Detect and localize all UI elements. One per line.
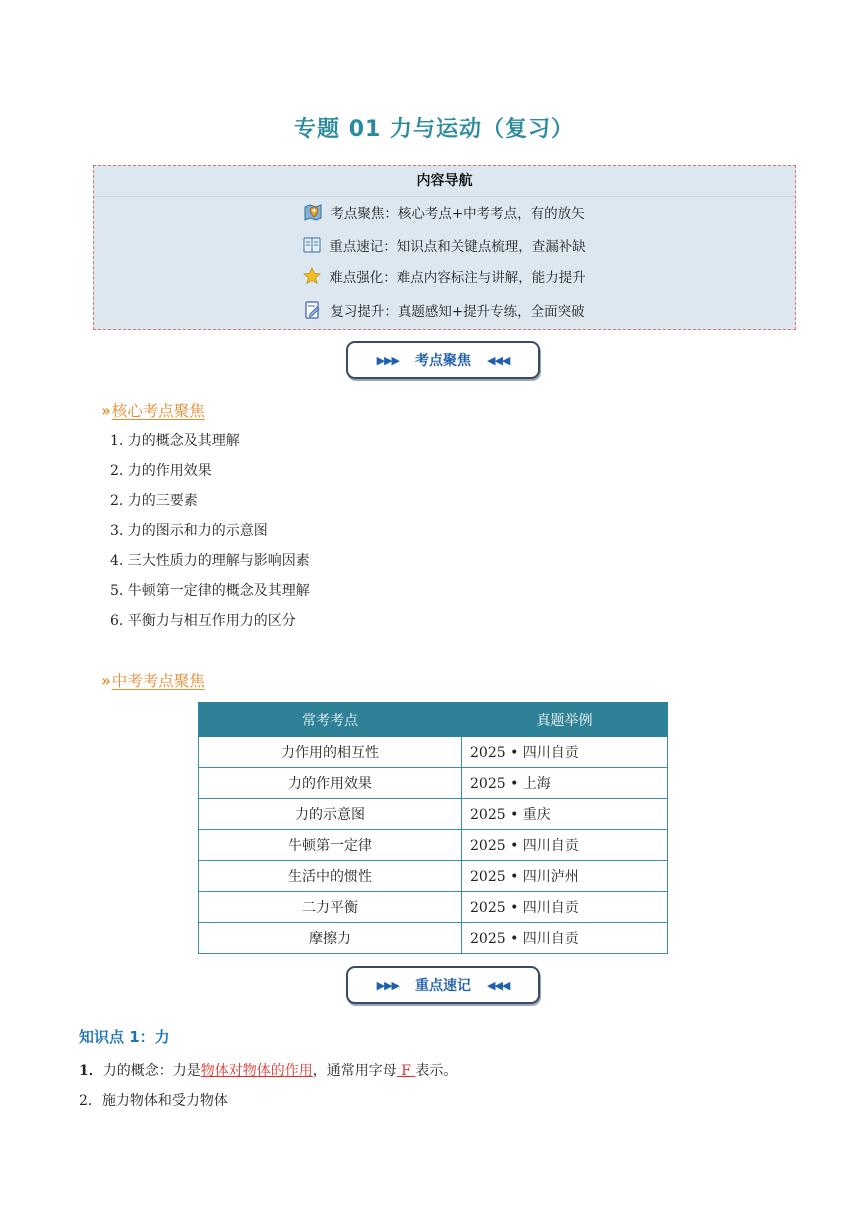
table-cell: 2025 • 四川自贡 — [462, 923, 668, 954]
column-header: 常考考点 — [199, 703, 462, 737]
double-chevron-icon: » — [101, 401, 111, 420]
exam-heading-text: 中考考点聚焦 — [111, 672, 205, 690]
nav-item-improve — [94, 300, 795, 320]
edit-note-icon — [304, 301, 322, 319]
core-points-list — [110, 430, 310, 640]
column-header: 真题举例 — [462, 703, 668, 737]
table-cell: 牛顿第一定律 — [199, 830, 462, 861]
list-item: 4. 三大性质力的理解与影响因素 — [110, 553, 310, 569]
content-navigation-box — [93, 165, 796, 330]
table-row — [199, 923, 668, 954]
left-arrows-icon: ◀◀◀ — [487, 978, 510, 992]
double-chevron-icon: » — [101, 671, 111, 690]
paragraph-text: 力的概念：力是 — [102, 1063, 201, 1079]
table-row — [199, 799, 668, 830]
table-row — [199, 768, 668, 799]
nav-item-difficulty — [94, 266, 795, 286]
banner-label: 考点聚焦 — [415, 353, 471, 369]
nav-item-focus — [94, 202, 795, 222]
book-icon — [303, 236, 321, 254]
review-banner — [346, 966, 540, 1004]
table-header-row — [199, 703, 668, 737]
paragraph-text: ，通常用字母 — [312, 1063, 397, 1079]
core-heading-text: 核心考点聚焦 — [111, 402, 205, 420]
list-item: 1. 力的概念及其理解 — [110, 433, 240, 449]
nav-item-text: 考点聚焦：核心考点+中考考点，有的放矢 — [330, 206, 585, 222]
list-item: 5. 牛顿第一定律的概念及其理解 — [110, 583, 310, 599]
table-cell: 2025 • 四川自贡 — [462, 892, 668, 923]
table-cell: 摩擦力 — [199, 923, 462, 954]
nav-header: 内容导航 — [94, 166, 795, 197]
right-arrows-icon: ▶▶▶ — [376, 353, 399, 367]
table-cell: 力的示意图 — [199, 799, 462, 830]
table-cell: 力的作用效果 — [199, 768, 462, 799]
focus-banner — [346, 341, 540, 379]
table-cell: 二力平衡 — [199, 892, 462, 923]
table-row — [199, 892, 668, 923]
answer-highlight: F — [396, 1063, 416, 1079]
table-cell: 2025 • 四川自贡 — [462, 830, 668, 861]
nav-item-text: 重点速记：知识点和关键点梳理，查漏补缺 — [329, 239, 586, 255]
core-section-heading — [101, 399, 205, 421]
banner-label: 重点速记 — [415, 978, 471, 994]
left-arrows-icon: ◀◀◀ — [487, 353, 510, 367]
paragraph-objects: 2．施力物体和受力物体 — [79, 1093, 228, 1109]
answer-highlight: 物体对物体的作用 — [200, 1063, 313, 1079]
list-item: 6. 平衡力与相互作用力的区分 — [110, 613, 296, 629]
paragraph-force-concept — [79, 1060, 457, 1080]
list-item: 2. 力的作用效果 — [110, 463, 212, 479]
map-pin-icon — [304, 203, 322, 221]
right-arrows-icon: ▶▶▶ — [376, 978, 399, 992]
table-cell: 力作用的相互性 — [199, 737, 462, 768]
table-cell: 2025 • 上海 — [462, 768, 668, 799]
table-row — [199, 737, 668, 768]
exam-section-heading — [101, 669, 205, 691]
table-cell: 2025 • 四川自贡 — [462, 737, 668, 768]
table-cell: 2025 • 四川泸州 — [462, 861, 668, 892]
paragraph-number: 1． — [79, 1063, 103, 1079]
nav-item-text: 复习提升：真题感知+提升专练，全面突破 — [330, 304, 585, 320]
table-cell: 2025 • 重庆 — [462, 799, 668, 830]
table-row — [199, 830, 668, 861]
exam-points-table — [198, 702, 668, 954]
star-icon — [303, 267, 321, 285]
knowledge-point-title: 知识点 1：力 — [79, 1028, 170, 1046]
nav-item-text: 难点强化：难点内容标注与讲解，能力提升 — [329, 270, 586, 286]
page-title: 专题 01 力与运动（复习） — [294, 117, 574, 142]
list-item: 2. 力的三要素 — [110, 493, 198, 509]
table-row — [199, 861, 668, 892]
list-item: 3. 力的图示和力的示意图 — [110, 523, 268, 539]
paragraph-text: 表示。 — [415, 1063, 458, 1079]
nav-item-review — [94, 235, 795, 255]
table-cell: 生活中的惯性 — [199, 861, 462, 892]
